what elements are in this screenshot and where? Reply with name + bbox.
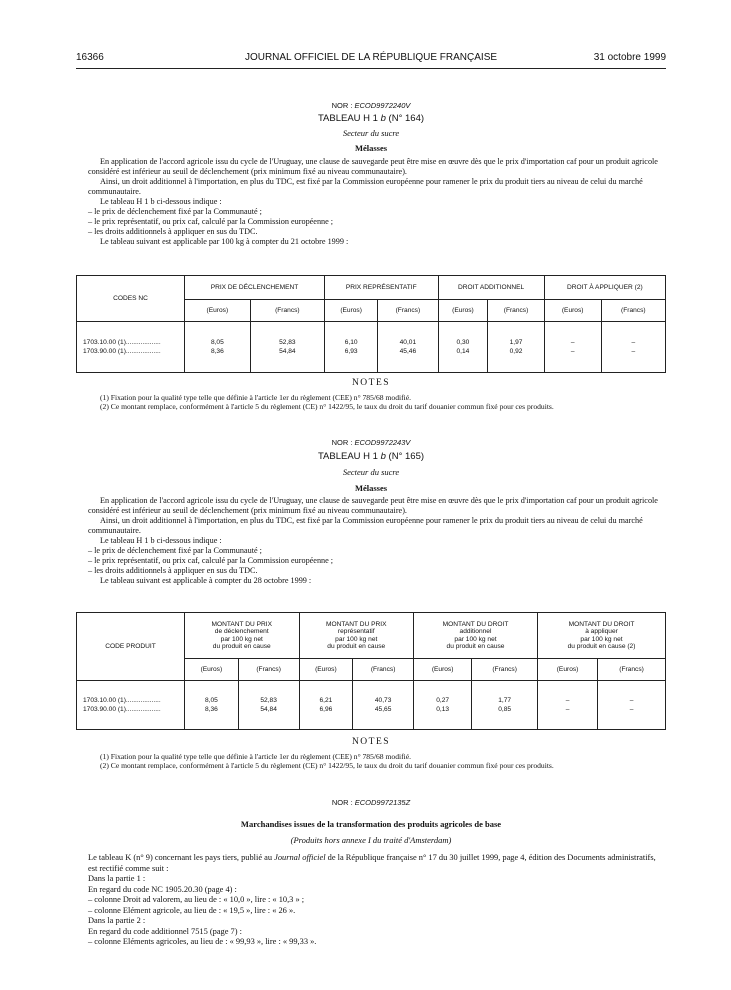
header-rule — [76, 68, 666, 69]
cell-value: 0,30 — [456, 338, 470, 346]
column-group-header: DROIT À APPLIQUER (2) — [544, 276, 665, 300]
list-line: – colonne Elément agricole, au lieu de : « 19,5 », lire : « 26 ». — [88, 905, 296, 915]
footnote: (2) Ce montant remplace, conformément à l'article 5 du règlement (CE) n° 1422/95, le taux du droit du tarif douanier commun fixé pour ces produits. — [100, 402, 554, 411]
cell-value: 8,36 — [210, 348, 224, 355]
nor-label: NOR : — [331, 798, 355, 807]
cell-value: – — [631, 338, 636, 346]
unit-header: (Euros) — [538, 659, 598, 681]
paragraph: Le tableau suivant est applicable à compter du 28 octobre 1999 : — [100, 576, 312, 585]
notes-2 — [88, 752, 666, 770]
product-heading-1: Mélasses — [354, 143, 388, 153]
cell-value: 8,36 — [204, 706, 218, 713]
cell-value: – — [570, 338, 575, 346]
unit-header: (Francs) — [601, 300, 665, 322]
cell-value: 45,65 — [374, 706, 392, 713]
code-cell — [77, 681, 185, 730]
nor-code: ECOD9972240V — [354, 101, 411, 110]
unit-header: (Euros) — [544, 300, 601, 322]
cell-value: 54,84 — [279, 348, 296, 355]
table-body — [77, 681, 666, 730]
value-cell — [378, 322, 438, 373]
list-line: – colonne Droit ad valorem, au lieu de : « 10,0 », lire : « 10,3 » ; — [88, 895, 305, 904]
sector-2: Secteur du sucre — [342, 467, 400, 477]
cell-value: 45,46 — [399, 348, 417, 355]
nor-code: ECOD9972135Z — [354, 798, 411, 807]
table-title-1: TABLEAU H 1 b (N° 164) — [317, 113, 425, 124]
value-cell — [299, 681, 353, 730]
list-line: Dans la partie 2 : — [88, 916, 146, 925]
value-cell — [472, 681, 538, 730]
cell-value: – — [631, 348, 636, 355]
nor-label: NOR : — [331, 101, 355, 110]
paragraph: Le tableau H 1 b ci-dessous indique : — [100, 197, 222, 206]
cell-value: 54,84 — [260, 706, 277, 713]
paragraph: Le tableau suivant est applicable par 100 kg à compter du 21 octobre 1999 : — [100, 237, 349, 246]
column-group-header: MONTANT DU DROIT additionnel par 100 kg net du produit en cause — [414, 613, 538, 659]
nor-reference-2 — [76, 438, 666, 447]
cell-value: 6,93 — [344, 348, 358, 355]
unit-header: (Euros) — [185, 659, 239, 681]
value-cell — [414, 681, 472, 730]
list-line: – colonne Eléments agricoles, au lieu de : « 99,93 », lire : « 99,33 ». — [88, 937, 317, 946]
cell-value: 8,05 — [210, 338, 224, 346]
paragraph — [88, 853, 666, 874]
cell-value: 1,77 — [498, 696, 512, 704]
section-title: Marchandises issues de la transformation des produits agricoles de base — [240, 819, 502, 829]
cell-value: – — [629, 706, 634, 713]
cell-value: 0,85 — [498, 706, 512, 713]
paragraph: En application de l'accord agricole issu du cycle de l'Uruguay, une clause de sauvegarde peut être mise en œuvre dès que le prix d'importation caf pour un produit agricole considéré est inférieur au seuil de déclenchement (prix minimum fixé au niveau communautaire). — [88, 157, 658, 176]
value-cell — [601, 322, 665, 373]
intro-text-2 — [88, 496, 666, 586]
issue-date: 31 octobre 1999 — [593, 52, 666, 63]
cell-value: 6,10 — [344, 338, 358, 346]
price-table-1 — [76, 275, 666, 373]
value-cell — [185, 681, 239, 730]
unit-header: (Francs) — [250, 300, 324, 322]
column-header-code: CODES NC — [77, 276, 185, 322]
row-code: 1703.10.00 (1)................... — [83, 338, 161, 346]
unit-header: (Euros) — [299, 659, 353, 681]
value-cell — [185, 322, 251, 373]
sector-1: Secteur du sucre — [342, 128, 400, 138]
table-body — [77, 322, 666, 373]
column-group-header: DROIT ADDITIONNEL — [438, 276, 544, 300]
cell-value: 40,73 — [374, 696, 392, 704]
notes-title-1: NOTES — [351, 378, 391, 388]
unit-header: (Euros) — [185, 300, 251, 322]
row-code: 1703.90.00 (1)................... — [83, 706, 161, 713]
list-item: – le prix représentatif, ou prix caf, calculé par la Commission européenne ; — [88, 556, 334, 565]
cell-value: – — [565, 696, 570, 704]
paragraph: En application de l'accord agricole issu du cycle de l'Uruguay, une clause de sauvegarde peut être mise en œuvre dès que le prix d'importation caf pour un produit agricole considéré est inférieur au seuil de déclenchement (prix minimum fixé au niveau communautaire). — [88, 496, 658, 515]
price-table-2 — [76, 612, 666, 730]
cell-value: – — [629, 696, 634, 704]
value-cell — [538, 681, 598, 730]
text-run: Le tableau K (n° 9) concernant les pays tiers, publié au — [88, 853, 275, 862]
value-cell — [488, 322, 544, 373]
text-run: de la République française n° 17 du 30 juillet 1999, page 4, édition des Documents administratifs, est rectifié comme suit : — [88, 853, 656, 873]
value-cell — [598, 681, 666, 730]
row-code: 1703.10.00 (1)................... — [83, 696, 161, 704]
list-item: – le prix de déclenchement fixé par la Communauté ; — [88, 546, 262, 555]
list-item: – les droits additionnels à appliquer en sus du TDC. — [88, 227, 258, 236]
footnote: (1) Fixation pour la qualité type telle que définie à l'article 1er du règlement (CEE) n° 785/68 modifié. — [100, 752, 412, 761]
list-item: – le prix de déclenchement fixé par la Communauté ; — [88, 207, 262, 216]
cell-value: 1,97 — [509, 338, 523, 346]
unit-header: (Francs) — [488, 300, 544, 322]
footnote: (2) Ce montant remplace, conformément à l'article 5 du règlement (CE) n° 1422/95, le taux du droit du tarif douanier commun fixé pour ces produits. — [100, 761, 554, 770]
unit-header: (Francs) — [472, 659, 538, 681]
unit-header: (Francs) — [598, 659, 666, 681]
nor-label: NOR : — [331, 438, 355, 447]
unit-header: (Euros) — [414, 659, 472, 681]
cell-value: 0,92 — [509, 348, 523, 355]
page-header — [76, 52, 666, 66]
paragraph: Ainsi, un droit additionnel à l'importation, en plus du TDC, est fixé par la Commission européenne pour ramener le prix du produit tiers au niveau de celui du marché communautaire. — [88, 177, 643, 196]
paragraph: Ainsi, un droit additionnel à l'importation, en plus du TDC, est fixé par la Commission européenne pour ramener le prix du produit tiers au niveau de celui du marché communautaire. — [88, 516, 643, 535]
page-number: 16366 — [76, 52, 104, 63]
column-header-code: CODE PRODUIT — [77, 613, 185, 681]
value-cell — [324, 322, 377, 373]
unit-header: (Euros) — [324, 300, 377, 322]
section-subtitle: (Produits hors annexe I du traité d'Amsterdam) — [290, 835, 452, 845]
paragraph: Le tableau H 1 b ci-dessous indique : — [100, 536, 222, 545]
cell-value: 0,27 — [436, 696, 450, 704]
column-group-header: PRIX DE DÉCLENCHEMENT — [185, 276, 325, 300]
column-group-header: MONTANT DU PRIX de déclenchement par 100 kg net du produit en cause — [185, 613, 300, 659]
title-letter: b — [380, 451, 386, 462]
list-line: En regard du code additionnel 7515 (page 7) : — [88, 926, 242, 936]
notes-title-2: NOTES — [351, 737, 391, 747]
column-group-header: MONTANT DU PRIX représentatif par 100 kg net du produit en cause — [299, 613, 414, 659]
rectification-text — [88, 853, 666, 948]
unit-header: (Euros) — [438, 300, 488, 322]
cell-value: 0,13 — [436, 706, 450, 713]
code-cell — [77, 322, 185, 373]
column-group-header: MONTANT DU DROIT à appliquer par 100 kg net du produit en cause (2) — [538, 613, 666, 659]
cell-value: – — [570, 348, 575, 355]
table-title-2: TABLEAU H 1 b (N° 165) — [317, 451, 425, 462]
cell-value: 6,96 — [319, 706, 333, 713]
journal-title: JOURNAL OFFICIEL DE LA RÉPUBLIQUE FRANÇAISE — [244, 52, 498, 63]
cell-value: – — [565, 706, 570, 713]
title-letter: b — [380, 113, 386, 124]
value-cell — [238, 681, 299, 730]
row-code: 1703.90.00 (1)................... — [83, 348, 161, 355]
cell-value: 6,21 — [319, 696, 333, 704]
list-item: – le prix représentatif, ou prix caf, calculé par la Commission européenne ; — [88, 217, 334, 226]
nor-code: ECOD9972243V — [354, 438, 411, 447]
unit-header: (Francs) — [238, 659, 299, 681]
nor-reference-3 — [76, 798, 666, 807]
footnote: (1) Fixation pour la qualité type telle que définie à l'article 1er du règlement (CEE) n° 785/68 modifié. — [100, 393, 412, 402]
value-cell — [544, 322, 601, 373]
list-item: – les droits additionnels à appliquer en sus du TDC. — [88, 566, 258, 575]
product-heading-2: Mélasses — [354, 483, 388, 493]
cell-value: 52,83 — [279, 338, 296, 346]
intro-text-1 — [88, 157, 666, 247]
value-cell — [250, 322, 324, 373]
unit-header: (Francs) — [378, 300, 438, 322]
list-line: En regard du code NC 1905.20.30 (page 4) : — [88, 884, 237, 894]
value-cell — [438, 322, 488, 373]
cell-value: 52,83 — [260, 696, 277, 704]
journal-name: Journal officiel — [274, 853, 326, 862]
unit-header: (Francs) — [353, 659, 414, 681]
column-group-header: PRIX REPRÉSENTATIF — [324, 276, 438, 300]
cell-value: 40,01 — [399, 338, 417, 346]
notes-1 — [88, 393, 666, 411]
value-cell — [353, 681, 414, 730]
cell-value: 0,14 — [456, 348, 470, 355]
list-line: Dans la partie 1 : — [88, 874, 146, 883]
cell-value: 8,05 — [204, 696, 218, 704]
nor-reference-1 — [76, 101, 666, 110]
